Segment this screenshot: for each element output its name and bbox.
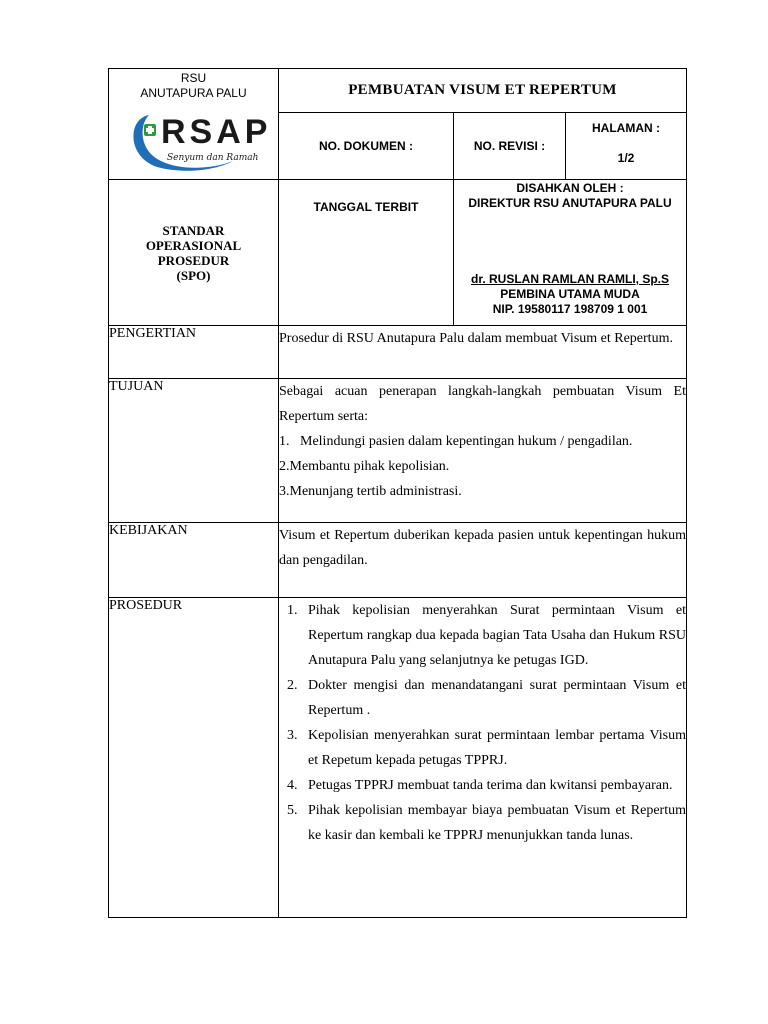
halaman-cell — [566, 113, 687, 180]
kebijakan-label: KEBIJAKAN — [109, 523, 279, 598]
prosedur-step: 5. Pihak kepolisian membayar biaya pembuatan Visum et Repertum ke kasir dan kembali ke TPPRJ menunjukkan tanda lunas. — [301, 798, 686, 848]
org-line-1: RSU — [180, 71, 207, 85]
pengertian-text: Prosedur di RSU Anutapura Palu dalam membuat Visum et Repertum. — [279, 326, 687, 379]
logo-text: RSAP — [161, 113, 272, 151]
tujuan-label: TUJUAN — [109, 379, 279, 523]
no-revisi-label: NO. REVISI : — [454, 113, 566, 180]
disahkan-label: DISAHKAN OLEH : — [516, 181, 624, 195]
prosedur-content — [279, 598, 687, 918]
spo-document-table — [108, 68, 687, 918]
prosedur-step: 4. Petugas TPPRJ membuat tanda terima dan kwitansi pembayaran. — [301, 773, 686, 798]
signer-rank: PEMBINA UTAMA MUDA — [500, 287, 640, 301]
spo-line-1: STANDAR — [162, 222, 225, 238]
tujuan-item: 1. Melindungi pasien dalam kepentingan hukum / pengadilan. — [279, 434, 633, 449]
tujuan-content — [279, 379, 687, 523]
tujuan-item: 3.Menunjang tertib administrasi. — [279, 484, 462, 499]
spo-line-4: (SPO) — [176, 267, 211, 283]
document-title: PEMBUATAN VISUM ET REPERTUM — [279, 69, 687, 113]
spo-line-3: PROSEDUR — [157, 252, 230, 268]
no-dokumen-label: NO. DOKUMEN : — [279, 113, 454, 180]
prosedur-step: 2. Dokter mengisi dan menandatangani surat permintaan Visum et Repertum . — [301, 673, 686, 723]
prosedur-label: PROSEDUR — [109, 598, 279, 918]
signer-nip: NIP. 19580117 198709 1 001 — [492, 302, 648, 316]
tanggal-terbit-cell — [279, 180, 454, 326]
prosedur-step: 3. Kepolisian menyerahkan surat permintaan lembar pertama Visum et Repetum kepada petugas TPPRJ. — [301, 723, 686, 773]
tujuan-intro: Sebagai acuan penerapan langkah-langkah pembuatan Visum Et Repertum serta: — [279, 384, 686, 424]
halaman-label: HALAMAN : — [592, 121, 660, 136]
halaman-value: 1/2 — [617, 151, 635, 166]
prosedur-step: 1. Pihak kepolisian menyerahkan Surat permintaan Visum et Repertum rangkap dua kepada bagian Tata Usaha dan Hukum RSU Anutapura Palu yang selanjutnya ke petugas IGD. — [301, 598, 686, 673]
prosedur-steps — [279, 598, 686, 848]
director-title: DIREKTUR RSU ANUTAPURA PALU — [468, 196, 672, 210]
pengertian-label: PENGERTIAN — [109, 326, 279, 379]
hospital-identity-cell — [109, 69, 279, 180]
tanggal-terbit-label: TANGGAL TERBIT — [313, 200, 419, 214]
signer-name: dr. RUSLAN RAMLAN RAMLI, Sp.S — [471, 272, 669, 286]
approval-cell — [454, 180, 687, 326]
spo-line-2: OPERASIONAL — [145, 237, 242, 253]
spo-label-cell — [109, 180, 279, 326]
kebijakan-text: Visum et Repertum duberikan kepada pasien untuk kepentingan hukum dan pengadilan. — [279, 523, 687, 598]
logo-tagline: Senyum dan Ramah — [167, 153, 259, 163]
org-line-2: ANUTAPURA PALU — [140, 86, 247, 100]
tujuan-item: 2.Membantu pihak kepolisian. — [279, 459, 450, 474]
rsap-logo — [109, 109, 278, 179]
signature-space — [454, 211, 686, 272]
